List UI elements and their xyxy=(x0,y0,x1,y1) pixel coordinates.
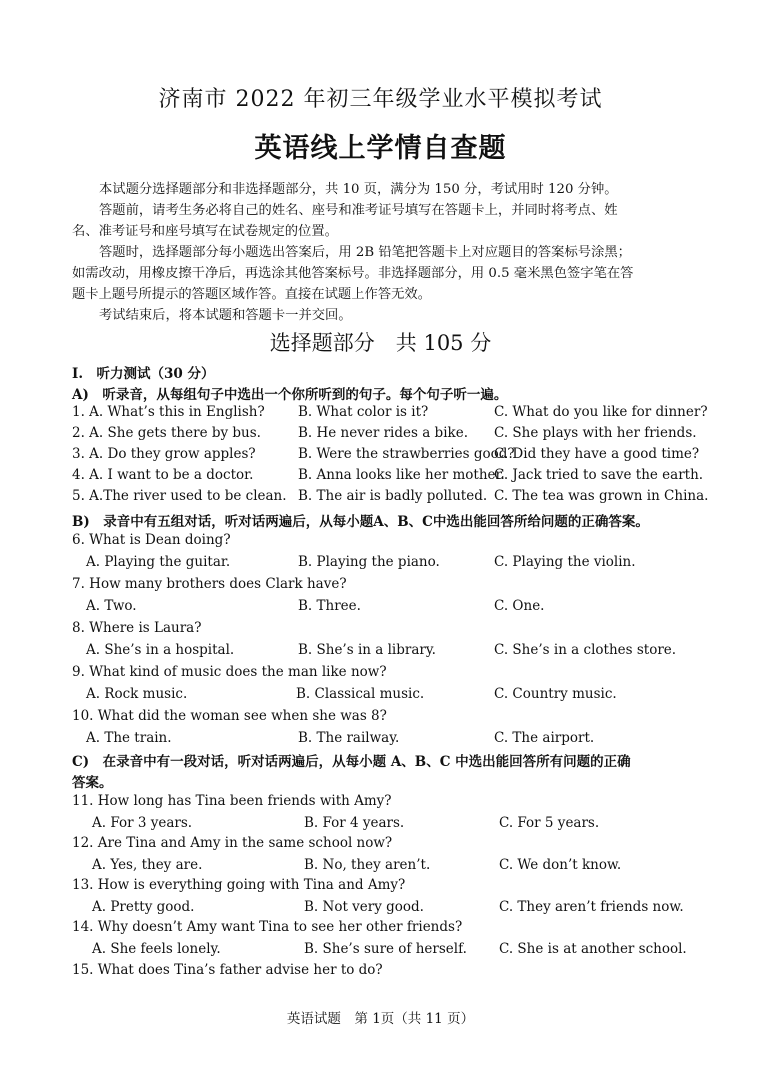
option-c: C. Country music. xyxy=(494,686,617,702)
option-c: C. They aren’t friends now. xyxy=(499,899,684,915)
option-a: 1. A. What’s this in English? xyxy=(72,404,265,420)
option-a: A. She feels lonely. xyxy=(92,941,221,957)
exam-subtitle: 英语线上学情自查题 xyxy=(254,133,507,164)
instruction-line: 本试题分选择题部分和非选择题部分，共 10 页，满分为 150 分，考试用时 120 分钟。 xyxy=(99,182,618,197)
option-b: B. Not very good. xyxy=(304,899,424,915)
option-a: A. She’s in a hospital. xyxy=(86,642,235,658)
question-text: 11. How long has Tina been friends with Amy? xyxy=(72,793,392,809)
option-b: B. She’s in a library. xyxy=(298,642,436,658)
part-heading: I. 听力测试（30 分） xyxy=(72,366,215,382)
option-b: B. Were the strawberries good? xyxy=(298,446,515,462)
option-b: B. Three. xyxy=(298,598,361,614)
option-a: 4. A. I want to be a doctor. xyxy=(72,467,254,483)
question-text: 15. What does Tina’s father advise her to do? xyxy=(72,962,383,978)
option-a: A. The train. xyxy=(86,730,172,746)
question-text: 14. Why doesn’t Amy want Tina to see her other friends? xyxy=(72,919,463,935)
option-c: C. Jack tried to save the earth. xyxy=(494,467,704,483)
option-a: A. Rock music. xyxy=(86,686,188,702)
option-c: C. What do you like for dinner? xyxy=(494,404,708,420)
instruction-line: 答题时，选择题部分每小题选出答案后，用 2B 铅笔把答题卡上对应题目的答案标号涂黑； xyxy=(99,245,631,260)
question-text: 6. What is Dean doing? xyxy=(72,532,231,548)
option-b: B. Classical music. xyxy=(296,686,425,702)
option-b: B. For 4 years. xyxy=(304,815,405,831)
option-c: C. Did they have a good time? xyxy=(494,446,700,462)
option-a: A. Playing the guitar. xyxy=(86,554,231,570)
question-text: 7. How many brothers does Clark have? xyxy=(72,576,347,592)
instruction-line: 如需改动，用橡皮擦干净后，再选涂其他答案标号。非选择题部分，用 0.5 毫米黑色签字笔在答 xyxy=(72,266,634,281)
option-a: 2. A. She gets there by bus. xyxy=(72,425,261,441)
option-c: C. Playing the violin. xyxy=(494,554,636,570)
option-c: C. She’s in a clothes store. xyxy=(494,642,677,658)
question-text: 8. Where is Laura? xyxy=(72,620,202,636)
question-text: 13. How is everything going with Tina and Amy? xyxy=(72,877,406,893)
option-b: B. She’s sure of herself. xyxy=(304,941,467,957)
option-c: C. She is at another school. xyxy=(499,941,687,957)
option-c: C. The airport. xyxy=(494,730,595,746)
option-c: C. We don’t know. xyxy=(499,857,622,873)
option-b: B. He never rides a bike. xyxy=(298,425,468,441)
option-b: B. The railway. xyxy=(298,730,400,746)
part-a-heading: A) 听录音，从每组句子中选出一个你所听到的句子。每个句子听一遍。 xyxy=(72,387,508,403)
instruction-line: 答题前，请考生务必将自己的姓名、座号和准考证号填写在答题卡上，并同时将考点、姓 xyxy=(99,203,618,218)
page-footer: 英语试题 第 1页（共 11 页） xyxy=(286,1011,475,1027)
option-b: B. What color is it? xyxy=(298,404,429,420)
option-b: B. No, they aren’t. xyxy=(304,857,431,873)
option-a: A. Pretty good. xyxy=(92,899,195,915)
option-a: 3. A. Do they grow apples? xyxy=(72,446,256,462)
option-b: B. The air is badly polluted. xyxy=(298,488,488,504)
question-text: 9. What kind of music does the man like now? xyxy=(72,664,387,680)
part-c-heading: C) 在录音中有一段对话，听对话两遍后，从每小题 A、B、C 中选出能回答所有问题的正确 xyxy=(72,754,631,770)
question-text: 12. Are Tina and Amy in the same school now? xyxy=(72,835,393,851)
part-b-heading: B) 录音中有五组对话，听对话两遍后，从每小题A、B、C中选出能回答所给问题的正确答案。 xyxy=(72,514,649,530)
option-c: C. The tea was grown in China. xyxy=(494,488,709,504)
question-text: 10. What did the woman see when she was 8? xyxy=(72,708,387,724)
option-c: C. One. xyxy=(494,598,545,614)
option-b: B. Playing the piano. xyxy=(298,554,440,570)
option-b: B. Anna looks like her mother. xyxy=(298,467,505,483)
exam-title: 济南市 2022 年初三年级学业水平模拟考试 xyxy=(158,87,603,112)
part-c-heading-cont: 答案。 xyxy=(72,775,113,791)
option-a: A. Two. xyxy=(86,598,137,614)
instruction-line: 名、准考证号和座号填写在试卷规定的位置。 xyxy=(72,224,338,239)
instruction-line: 题卡上题号所提示的答题区域作答。直接在试题上作答无效。 xyxy=(72,287,432,302)
section-title: 选择题部分 共 105 分 xyxy=(269,331,492,355)
option-c: C. She plays with her friends. xyxy=(494,425,697,441)
option-c: C. For 5 years. xyxy=(499,815,600,831)
instruction-line: 考试结束后，将本试题和答题卡一并交回。 xyxy=(99,308,352,323)
option-a: 5. A.The river used to be clean. xyxy=(72,488,287,504)
option-a: A. Yes, they are. xyxy=(92,857,203,873)
option-a: A. For 3 years. xyxy=(92,815,193,831)
